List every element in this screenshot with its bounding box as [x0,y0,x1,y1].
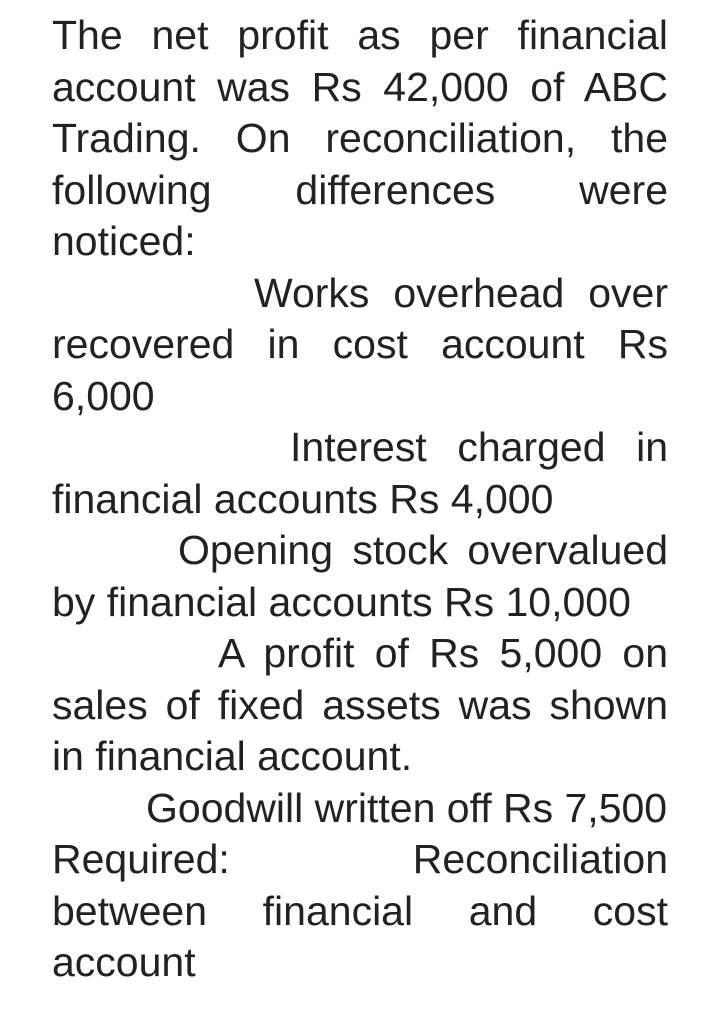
required-heading: Reconciliation [412,836,668,882]
difference-item-works-overhead: Works overhead over recovered in cost account Rs 6,000 [52,269,668,419]
question-text [52,10,668,989]
required-word: between [52,887,208,934]
required-word: financial [262,887,414,934]
required-line [52,834,668,886]
required-word: cost [592,887,668,934]
required-last-word: account [52,939,196,985]
intro-paragraph: The net profit as per financial account was Rs 42,000 of ABC Trading. On reconciliation, the following differences were noticed: [52,12,668,264]
required-detail-line [52,886,668,938]
difference-item-interest: Interest charged in financial accounts Rs 4,000 [52,424,668,522]
required-word: and [468,887,538,934]
difference-item-goodwill: Goodwill written off Rs 7,500 [146,784,668,831]
difference-item-opening-stock: Opening stock overvalued by financial accounts Rs 10,000 [52,527,668,625]
difference-item-profit-fixed-assets: A profit of Rs 5,000 on sales of fixed assets was shown in financial account. [52,630,668,779]
required-label: Required: [52,836,230,882]
